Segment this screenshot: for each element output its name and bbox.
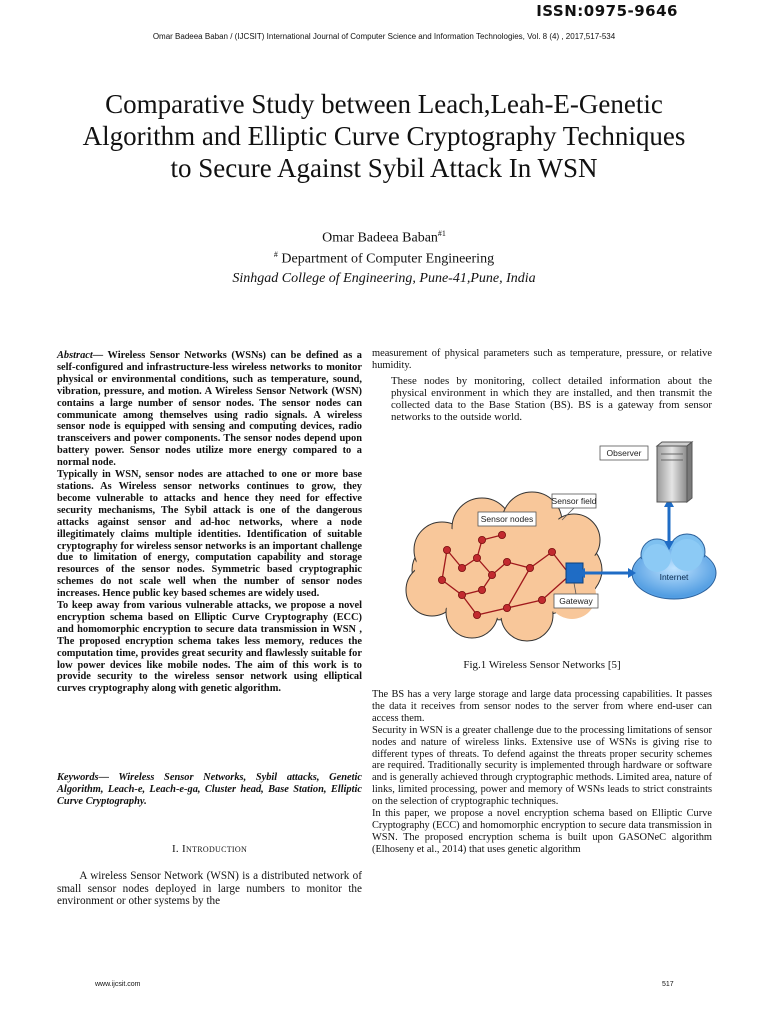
running-header: Omar Badeea Baban / (IJCSIT) International Journal of Computer Science and Information Technologies, Vol. 8 (4) , 2017,517-534 — [152, 32, 616, 41]
keywords-block — [57, 772, 362, 808]
issn-number: ISSN:0975-9646 — [536, 2, 678, 20]
abstract-lead: Abstract— — [57, 350, 104, 361]
abstract-paragraph-2: Typically in WSN, sensor nodes are attached to one or more base stations. As Wireless sensor networks continues to grow, they become vulnerable to attacks and hence they need for effective security mechanisms, The Sybil attack is one of the dangerous attacks against sensor and ad-hoc networks, where a node illegitimately claims multiple identities. Identification of suitable cryptography for wireless sensor networks is an important challenge due to limitation of energy, computation capability and storage resources of the sensor nodes. Symmetric based cryptographic schemes do not scale well when the number of sensor nodes increases. Hence public key based schemes are widely used. — [57, 469, 362, 600]
internet-label: Internet — [659, 572, 689, 582]
section-heading-introduction: I. Introduction — [171, 843, 248, 855]
sensor-nodes-label: Sensor nodes — [480, 514, 534, 524]
proposal-paragraph: In this paper, we propose a novel encryption schema based on Elliptic Curve Cryptography (ECC) and homomorphic encryption to secure data transmission in WSN. The proposed encryption schema is built upon GASONeC algorithm (Elhoseny et al., 2014) that uses genetic algorithm — [372, 808, 712, 855]
wsn-diagram — [402, 440, 720, 648]
footer-url: www.ijcsit.com — [95, 981, 141, 988]
nodes-paragraph: These nodes by monitoring, collect detailed information about the physical environment in which they are installed, and then transmit the collected data to the Base Station (BS). BS is a gateway from sensor networks to the outside world. — [391, 375, 712, 423]
college-name: Sinhgad College of Engineering, Pune-41,Pune, India — [232, 271, 536, 286]
gateway-label: Gateway — [559, 596, 593, 606]
department-line — [0, 250, 768, 268]
bs-paragraph: The BS has a very large storage and large data processing capabilities. It passes the data it receives from sensor nodes to the server from where end-user can access them. — [372, 689, 712, 724]
internet-cloud — [632, 534, 716, 599]
page-number: 517 — [662, 981, 674, 988]
right-column-bottom — [372, 689, 712, 856]
abstract-text-1: Wireless Sensor Networks (WSNs) can be defined as a self-configured and infrastructure-less wireless networks to monitor physical or environmental conditions, such as temperature, sound, vibration, pressure, and motion. A Wireless Sensor Network (WSN) contains a large number of sensor nodes. The sensor nodes can communicate among themselves using radio signals. A wireless sensor node is equipped with sensing and computing devices, radio transceivers and power components. The sensor nodes depend upon battery power. Sensor nodes utilize more energy compared to a normal node. — [57, 350, 362, 469]
department-name: Department of Computer Engineering — [281, 251, 495, 267]
wsn-figure — [402, 440, 720, 648]
server-icon — [657, 442, 692, 502]
abstract-paragraph-1 — [57, 350, 362, 469]
security-paragraph: Security in WSN is a greater challenge due to the processing limitations of sensor nodes and nature of wireless links. Extensive use of WSNs is giving rise to different types of threats. To defend against the threats proper security schemes are required. Traditionally security is implemented through hardware or software and is generally achieved through cryptographic methods. Limited area, nature of links, limited processing, power and memory of WSNs leads to strict constraints on the selection of cryptographic techniques. — [372, 724, 712, 808]
author-name: Omar Badeea Baban — [322, 230, 438, 246]
affiliation-superscript: # — [273, 250, 278, 259]
introduction-paragraph — [57, 870, 362, 908]
introduction-text: A wireless Sensor Network (WSN) is a distributed network of small sensor nodes deployed in large numbers to monitor the environment or other systems by the — [57, 870, 362, 908]
right-column-top — [372, 348, 712, 372]
author-line — [0, 229, 768, 247]
figure-caption: Fig.1 Wireless Sensor Networks [5] — [463, 659, 621, 671]
abstract-block — [57, 350, 362, 695]
abstract-paragraph-3: To keep away from various vulnerable attacks, we propose a novel encryption schema based on Elliptic Curve Cryptography (ECC) and homomorphic encryption to secure data transmission in WSN , The proposed encryption schema takes less memory, reduces the computation time, provides great security and flawlessly suitable for low power devices like mobile nodes. The aim of this work is to provide security to the wireless sensor network using elliptical curves cryptography along with genetic algorithm. — [57, 600, 362, 695]
paper-title: Comparative Study between Leach,Leah-E-Genetic Algorithm and Elliptic Curve Cryptography Techniques to Secure Against Sybil Attack In WSN — [82, 89, 686, 183]
observer-label: Observer — [606, 448, 642, 458]
author-superscript: #1 — [437, 229, 446, 238]
measurement-text: measurement of physical parameters such as temperature, pressure, or relative humidity. — [372, 348, 712, 371]
keywords-lead: Keywords— — [57, 772, 109, 783]
keywords-text: Wireless Sensor Networks, Sybil attacks, Genetic Algorithm, Leach-e, Leach-e-ga, Cluster head, Base Station, Elliptic Curve Cryptography. — [57, 772, 362, 807]
sensor-field-label: Sensor field — [551, 496, 597, 506]
